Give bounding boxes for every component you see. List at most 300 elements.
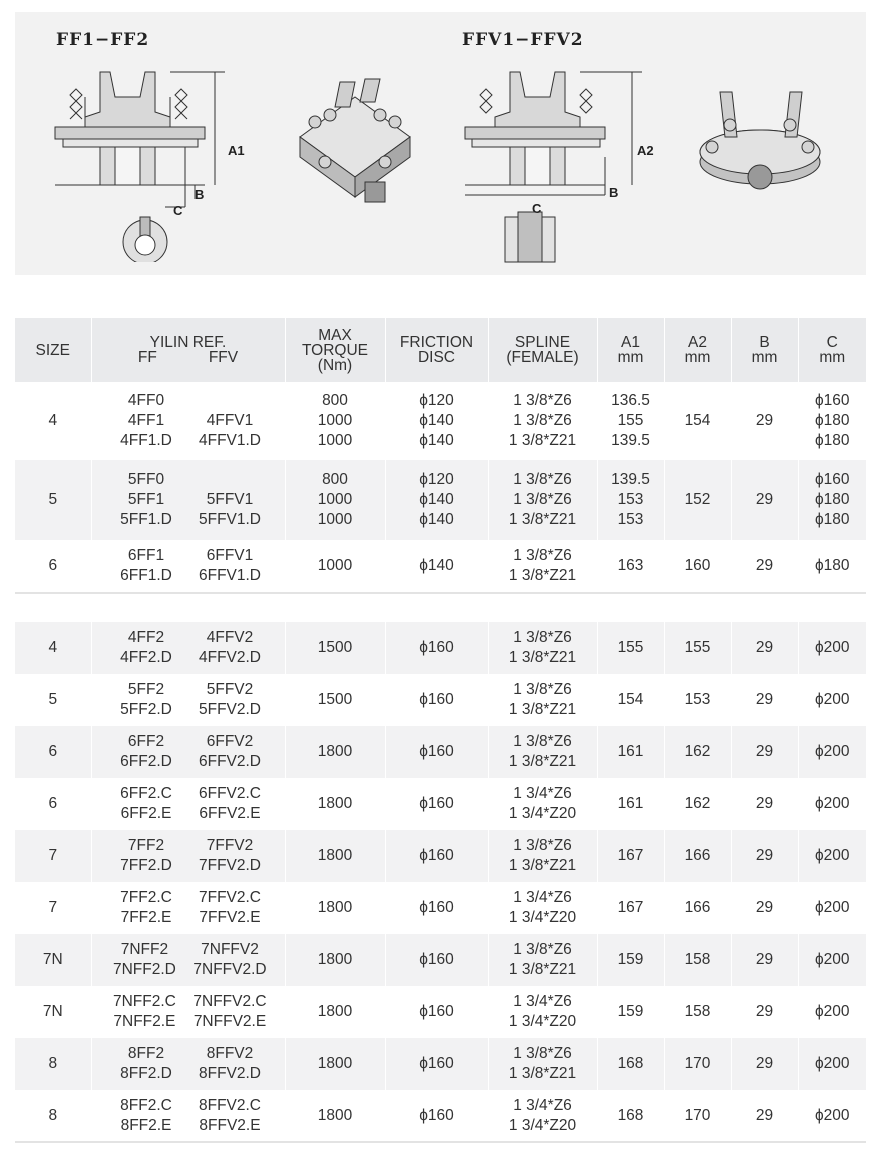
cell-yilin-ref [91, 934, 285, 986]
ref-code: 4FFV1 [206, 411, 254, 429]
dim-a1-label: A1 [228, 143, 245, 158]
cell-spline [488, 540, 597, 593]
cell-size: 8 [15, 1038, 91, 1090]
cell-max-torque [285, 830, 385, 882]
cell-b-line: 29 [755, 411, 774, 429]
cell-max-torque [285, 986, 385, 1038]
cell-ref-ffv [195, 546, 265, 587]
ref-code: 7NFF2 [120, 940, 169, 958]
cell-size: 7 [15, 882, 91, 934]
table-row [15, 882, 866, 934]
spec-table [15, 318, 866, 1142]
table-bottom-rule [15, 1141, 866, 1143]
cell-size: 4 [15, 622, 91, 674]
cell-max-torque [285, 674, 385, 726]
cell-c [798, 986, 866, 1038]
ref-code: 6FFV1 [206, 546, 254, 564]
cell-c-line: ϕ200 [814, 742, 850, 760]
cell-friction-disc [385, 622, 488, 674]
col-size: SIZE [15, 318, 91, 382]
col-yilin-ref-title: YILIN REF. [149, 334, 227, 351]
cell-a1-line: 139.5 [611, 470, 650, 488]
ref-code: 6FFV2 [206, 732, 254, 750]
ref-code: 7FF2.E [120, 909, 172, 926]
ref-code: 8FFV2 [206, 1044, 254, 1062]
cell-a1-line: 168 [617, 1106, 644, 1124]
cell-a1-line: 167 [617, 846, 644, 864]
ref-code: 6FFV2.D [198, 753, 261, 770]
cell-friction-disc [385, 986, 488, 1038]
ref-code: 5FFV2.D [198, 701, 261, 718]
cell-c-line: ϕ180 [814, 411, 850, 429]
ref-code: 6FF1 [127, 546, 165, 564]
ref-code: 5FFV1.D [198, 511, 261, 529]
ref-code: 6FFV1.D [198, 567, 261, 584]
cell-b-line: 29 [755, 556, 774, 574]
cell-c [798, 622, 866, 674]
cell-a2-line: 162 [684, 794, 711, 812]
cell-yilin-ref [91, 882, 285, 934]
ref-code: 7NFF2.D [112, 961, 176, 978]
cell-max-torque [285, 726, 385, 778]
col-yilin-ref [91, 318, 285, 382]
cell-spline-line: 1 3/8*Z21 [508, 857, 577, 874]
cell-spline-line: 1 3/8*Z6 [513, 391, 572, 409]
cell-a2 [664, 1038, 731, 1090]
col-b: B mm [731, 318, 798, 382]
cell-a1 [597, 1038, 664, 1090]
cell-friction-disc-line: ϕ140 [419, 490, 454, 508]
cell-max-torque [285, 540, 385, 593]
cell-friction-disc [385, 726, 488, 778]
cell-yilin-ref [91, 986, 285, 1038]
col-spline: SPLINE (FEMALE) [488, 318, 597, 382]
ref-code: 8FF2.C [120, 1096, 172, 1114]
cell-c-line: ϕ200 [814, 638, 850, 656]
cell-a1-line: 168 [617, 1054, 644, 1072]
cell-spline [488, 622, 597, 674]
cell-a1-line: 153 [617, 490, 644, 508]
cell-max-torque-line: 800 [322, 391, 348, 409]
cell-ref-ff [111, 1044, 181, 1085]
cell-spline-line: 1 3/8*Z6 [513, 680, 572, 698]
ref-code: 7FF2.C [120, 888, 172, 906]
cell-spline [488, 882, 597, 934]
cell-yilin-ref [91, 1090, 285, 1142]
cell-spline-line: 1 3/8*Z6 [513, 1044, 572, 1062]
table-row [15, 1090, 866, 1142]
cell-ref-ffv [193, 992, 266, 1033]
cell-friction-disc-line: ϕ160 [419, 1106, 454, 1124]
cell-spline [488, 1090, 597, 1142]
ref-code: 7NFFV2 [201, 940, 259, 958]
cell-spline [488, 778, 597, 830]
cell-c-line: ϕ180 [814, 556, 850, 574]
cell-friction-disc-line: ϕ160 [419, 950, 454, 968]
cell-spline-line: 1 3/4*Z6 [513, 992, 572, 1010]
cell-a1 [597, 882, 664, 934]
cell-spline-line: 1 3/8*Z6 [513, 836, 572, 854]
cell-friction-disc-line: ϕ160 [419, 1054, 454, 1072]
cell-friction-disc-line: ϕ140 [419, 411, 454, 429]
ref-code: 8FF2.E [120, 1117, 172, 1134]
dim-b-label-ffv: B [609, 185, 619, 200]
cell-friction-disc [385, 674, 488, 726]
cell-ref-ff [111, 836, 181, 877]
cell-friction-disc-line: ϕ140 [419, 432, 454, 450]
cell-friction-disc-line: ϕ140 [419, 511, 454, 529]
cell-max-torque [285, 934, 385, 986]
table-row [15, 830, 866, 882]
ref-code: 8FFV2.C [198, 1096, 261, 1114]
cell-a1 [597, 934, 664, 986]
cell-a2 [664, 830, 731, 882]
cell-friction-disc [385, 382, 488, 460]
cell-c [798, 778, 866, 830]
cell-a1 [597, 1090, 664, 1142]
ref-code: 5FF2 [127, 680, 165, 698]
cell-a1-line: 136.5 [611, 391, 650, 409]
cell-a2 [664, 934, 731, 986]
cell-a1 [597, 460, 664, 540]
ref-code: 5FF2.D [120, 701, 172, 718]
cell-friction-disc-line: ϕ140 [419, 556, 454, 574]
cell-a1-line: 155 [617, 638, 644, 656]
cell-friction-disc-line: ϕ160 [419, 638, 454, 656]
cell-ref-ffv [195, 1096, 265, 1137]
cell-max-torque-line: 1800 [317, 794, 353, 812]
cell-b-line: 29 [755, 742, 774, 760]
cell-spline [488, 1038, 597, 1090]
ff-drawing-title: FF1−FF2 [56, 30, 150, 50]
table-row [15, 540, 866, 593]
ref-code: 4FFV1.D [198, 432, 261, 450]
cell-yilin-ref [91, 1038, 285, 1090]
cell-b-line: 29 [755, 1106, 774, 1124]
cell-b [731, 1090, 798, 1142]
col-friction-disc: FRICTION DISC [385, 318, 488, 382]
col-a2: A2 mm [664, 318, 731, 382]
cell-friction-disc [385, 460, 488, 540]
cell-ref-ffv [195, 1044, 265, 1085]
cell-max-torque-line: 1000 [317, 511, 353, 529]
cell-size: 7N [15, 986, 91, 1038]
ref-code: 5FF1 [127, 490, 165, 508]
cell-friction-disc-line: ϕ160 [419, 846, 454, 864]
cell-a1 [597, 830, 664, 882]
ref-code: 6FF2 [127, 732, 165, 750]
cell-c [798, 882, 866, 934]
cell-max-torque [285, 622, 385, 674]
cell-max-torque-line: 1800 [317, 742, 353, 760]
cell-max-torque-line: 1500 [317, 638, 353, 656]
cell-c-line: ϕ160 [814, 391, 850, 409]
cell-yilin-ref [91, 674, 285, 726]
cell-a1 [597, 778, 664, 830]
cell-spline-line: 1 3/4*Z20 [508, 1117, 577, 1134]
cell-c-line: ϕ200 [814, 1002, 850, 1020]
cell-a2-line: 170 [684, 1054, 711, 1072]
table-body [15, 382, 866, 1142]
cell-spline-line: 1 3/4*Z20 [508, 805, 577, 822]
ref-code [195, 470, 265, 490]
cell-spline-line: 1 3/8*Z6 [513, 940, 572, 958]
cell-spline [488, 726, 597, 778]
cell-max-torque-line: 1800 [317, 898, 353, 916]
cell-b [731, 1038, 798, 1090]
cell-a2-line: 152 [684, 490, 711, 508]
cell-spline [488, 460, 597, 540]
cell-spline-line: 1 3/8*Z6 [513, 628, 572, 646]
cell-yilin-ref [91, 460, 285, 540]
cell-b-line: 29 [755, 490, 774, 508]
cell-max-torque-line: 1800 [317, 1054, 353, 1072]
cell-c-line: ϕ200 [814, 1106, 850, 1124]
cell-max-torque-line: 1800 [317, 1106, 353, 1124]
cell-c-line: ϕ200 [814, 690, 850, 708]
cell-max-torque [285, 778, 385, 830]
cell-a2 [664, 540, 731, 593]
ref-code: 8FF2.D [120, 1065, 172, 1082]
cell-c [798, 726, 866, 778]
cell-spline-line: 1 3/8*Z21 [508, 511, 577, 529]
cell-a1-line: 153 [617, 511, 644, 529]
cell-ref-ff [111, 784, 181, 825]
ffv-drawing-title: FFV1−FFV2 [462, 30, 584, 50]
cell-c [798, 1090, 866, 1142]
table-row [15, 726, 866, 778]
cell-b [731, 830, 798, 882]
cell-friction-disc [385, 1090, 488, 1142]
cell-max-torque [285, 1090, 385, 1142]
table-row [15, 460, 866, 540]
table-row [15, 674, 866, 726]
cell-ref-ff [111, 1096, 181, 1137]
cell-friction-disc [385, 778, 488, 830]
cell-ref-ffv [195, 680, 265, 721]
cell-a1 [597, 674, 664, 726]
cell-b [731, 382, 798, 460]
cell-a1-line: 161 [617, 794, 644, 812]
cell-ref-ffv [193, 940, 266, 981]
cell-a1-line: 163 [617, 556, 644, 574]
cell-c-line: ϕ180 [814, 432, 850, 450]
cell-a2 [664, 726, 731, 778]
cell-spline-line: 1 3/8*Z6 [513, 546, 572, 564]
cell-a2-line: 160 [684, 556, 711, 574]
cell-friction-disc [385, 540, 488, 593]
ref-code [195, 391, 265, 411]
cell-c [798, 674, 866, 726]
ref-code: 8FFV2.D [198, 1065, 261, 1082]
cell-spline-line: 1 3/8*Z21 [508, 753, 577, 770]
col-a1: A1 mm [597, 318, 664, 382]
table-header-row [15, 318, 866, 382]
ref-code: 7FFV2.E [199, 909, 261, 926]
cell-max-torque-line: 1800 [317, 846, 353, 864]
cell-b [731, 934, 798, 986]
col-ff: FF [137, 349, 157, 366]
ref-code: 7FFV2.D [198, 857, 261, 874]
cell-size: 7N [15, 934, 91, 986]
cell-ref-ff [111, 680, 181, 721]
cell-friction-disc [385, 1038, 488, 1090]
cell-a2-line: 155 [684, 638, 711, 656]
cell-spline [488, 382, 597, 460]
ref-code: 6FFV2.C [198, 784, 261, 802]
cell-c [798, 460, 866, 540]
cell-friction-disc-line: ϕ120 [419, 470, 454, 488]
cell-a2 [664, 460, 731, 540]
cell-friction-disc-line: ϕ160 [419, 690, 454, 708]
cell-size: 5 [15, 674, 91, 726]
cell-ref-ffv [195, 628, 265, 669]
cell-yilin-ref [91, 622, 285, 674]
ref-code: 7FFV2 [206, 836, 254, 854]
ref-code: 6FFV2.E [199, 805, 261, 822]
cell-c-line: ϕ200 [814, 794, 850, 812]
cell-ref-ffv [195, 470, 265, 531]
ref-code: 7NFF2.E [113, 1013, 176, 1030]
dim-b-label-ff: B [195, 187, 205, 202]
cell-a1-line: 159 [617, 950, 644, 968]
cell-b [731, 540, 798, 593]
cell-a2-line: 166 [684, 846, 711, 864]
cell-spline [488, 674, 597, 726]
ref-code: 4FFV2.D [198, 649, 261, 666]
table-row [15, 622, 866, 674]
ref-code: 7NFF2.C [112, 992, 176, 1010]
cell-size: 4 [15, 382, 91, 460]
ref-code: 6FF2.C [120, 784, 172, 802]
cell-c-line: ϕ200 [814, 1054, 850, 1072]
dim-c-label-ff: C [173, 203, 183, 218]
dim-c-label-ffv: C [532, 201, 542, 216]
cell-spline-line: 1 3/8*Z21 [508, 1065, 577, 1082]
technical-drawings-panel [15, 12, 866, 275]
cell-a1 [597, 382, 664, 460]
cell-friction-disc-line: ϕ160 [419, 1002, 454, 1020]
cell-a2 [664, 622, 731, 674]
ref-code: 7FF2.D [120, 857, 172, 874]
cell-spline-line: 1 3/4*Z6 [513, 888, 572, 906]
col-max-torque: MAX TORQUE (Nm) [285, 318, 385, 382]
table-row [15, 382, 866, 460]
cell-a2-line: 170 [684, 1106, 711, 1124]
cell-spline-line: 1 3/4*Z6 [513, 784, 572, 802]
col-c: C mm [798, 318, 866, 382]
cell-yilin-ref [91, 830, 285, 882]
cell-b [731, 460, 798, 540]
table-group-spacer [15, 593, 866, 622]
cell-b [731, 674, 798, 726]
cell-ref-ffv [195, 391, 265, 452]
ff-section-drawing [45, 67, 260, 262]
cell-a2 [664, 382, 731, 460]
cell-c [798, 540, 866, 593]
cell-a1 [597, 540, 664, 593]
cell-b [731, 986, 798, 1038]
cell-a2-line: 158 [684, 1002, 711, 1020]
cell-b-line: 29 [755, 898, 774, 916]
ref-code: 5FFV1 [206, 490, 254, 508]
cell-c-line: ϕ180 [814, 511, 850, 529]
cell-friction-disc [385, 830, 488, 882]
cell-a1 [597, 726, 664, 778]
cell-max-torque-line: 1500 [317, 690, 353, 708]
cell-friction-disc-line: ϕ160 [419, 794, 454, 812]
cell-yilin-ref [91, 540, 285, 593]
cell-a2-line: 154 [684, 411, 711, 429]
cell-spline [488, 986, 597, 1038]
ref-code: 4FF2.D [120, 649, 172, 666]
cell-ref-ff [111, 732, 181, 773]
ref-code: 4FF1 [127, 411, 165, 429]
ref-code: 4FF2 [127, 628, 165, 646]
cell-a1-line: 139.5 [611, 432, 650, 450]
cell-spline-line: 1 3/8*Z6 [513, 490, 572, 508]
cell-max-torque-line: 1000 [317, 556, 353, 574]
cell-a2-line: 162 [684, 742, 711, 760]
cell-a2-line: 166 [684, 898, 711, 916]
cell-spline-line: 1 3/8*Z6 [513, 411, 572, 429]
cell-spline [488, 934, 597, 986]
cell-size: 6 [15, 778, 91, 830]
cell-friction-disc-line: ϕ120 [419, 391, 454, 409]
table-row [15, 934, 866, 986]
cell-max-torque-line: 800 [322, 470, 348, 488]
cell-a1-line: 167 [617, 898, 644, 916]
ref-code: 7FFV2.C [198, 888, 261, 906]
cell-spline-line: 1 3/8*Z21 [508, 961, 577, 978]
cell-size: 8 [15, 1090, 91, 1142]
cell-max-torque-line: 1000 [317, 432, 353, 450]
cell-c-line: ϕ200 [814, 846, 850, 864]
cell-a2 [664, 882, 731, 934]
cell-ref-ffv [195, 888, 265, 929]
cell-spline-line: 1 3/8*Z21 [508, 701, 577, 718]
cell-max-torque [285, 882, 385, 934]
cell-max-torque-line: 1000 [317, 490, 353, 508]
cell-b-line: 29 [755, 950, 774, 968]
cell-a1 [597, 622, 664, 674]
dim-a2-label: A2 [637, 143, 654, 158]
cell-size: 5 [15, 460, 91, 540]
cell-friction-disc [385, 882, 488, 934]
cell-friction-disc-line: ϕ160 [419, 742, 454, 760]
ref-code: 6FF2.E [120, 805, 172, 822]
cell-spline-line: 1 3/8*Z21 [508, 432, 577, 450]
cell-b-line: 29 [755, 794, 774, 812]
ref-code: 4FF0 [127, 391, 165, 409]
ff-perspective-drawing [285, 77, 425, 217]
cell-spline-line: 1 3/8*Z6 [513, 470, 572, 488]
cell-a2-line: 153 [684, 690, 711, 708]
cell-a2 [664, 778, 731, 830]
cell-a2 [664, 674, 731, 726]
cell-ref-ff [111, 546, 181, 587]
cell-friction-disc [385, 934, 488, 986]
cell-size: 6 [15, 726, 91, 778]
cell-spline-line: 1 3/4*Z20 [508, 1013, 577, 1030]
cell-b-line: 29 [755, 1054, 774, 1072]
ref-code: 5FF0 [127, 470, 165, 488]
cell-ref-ff [111, 628, 181, 669]
cell-yilin-ref [91, 382, 285, 460]
cell-yilin-ref [91, 726, 285, 778]
ref-code: 7NFFV2.D [193, 961, 267, 978]
cell-a1-line: 155 [617, 411, 644, 429]
